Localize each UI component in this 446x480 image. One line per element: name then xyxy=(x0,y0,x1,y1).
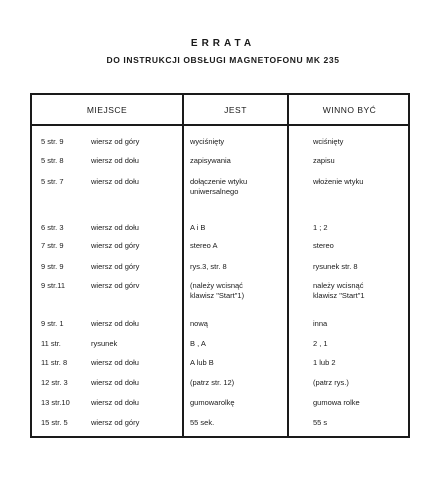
cell-page: 9 str.11 xyxy=(41,281,66,290)
cell-winno: gumowa rolke xyxy=(313,398,360,407)
cell-page: 12 str. 3 xyxy=(41,378,68,387)
cell-page: 9 str. 1 xyxy=(41,319,64,328)
cell-line: wiersz od góry xyxy=(91,241,140,250)
cell-jest: 55 sek. xyxy=(190,418,215,427)
cell-winno: stereo xyxy=(313,241,334,250)
cell-line: wiersz od dołu xyxy=(91,378,139,387)
cell-line: wiersz od górv xyxy=(91,281,140,290)
cell-winno: włożenie wtyku xyxy=(313,177,364,186)
document-subtitle: DO INSTRUKCJI OBSŁUGI MAGNETOFONU MK 235 xyxy=(106,55,340,65)
cell-jest: nową xyxy=(190,319,208,328)
cell-line: wiersz od góry xyxy=(91,262,140,271)
cell-jest: dołączenie wtyku uniwersalnego xyxy=(190,177,248,196)
cell-line: wiersz od dołu xyxy=(91,177,139,186)
cell-jest: rys.3, str. 8 xyxy=(190,262,227,271)
column-divider xyxy=(287,95,289,436)
cell-winno: 1 ; 2 xyxy=(313,223,328,232)
cell-winno: wciśnięty xyxy=(313,137,344,146)
cell-winno: (patrz rys.) xyxy=(313,378,349,387)
cell-jest: wyciśnięty xyxy=(190,137,225,146)
cell-page: 5 str. 7 xyxy=(41,177,64,186)
cell-line: wiersz od dołu xyxy=(91,319,139,328)
errata-table xyxy=(30,93,410,438)
header-winno: WINNO BYĆ xyxy=(322,105,377,115)
cell-page: 6 str. 3 xyxy=(41,223,64,232)
cell-page: 13 str.10 xyxy=(41,398,70,407)
cell-winno: inna xyxy=(313,319,328,328)
cell-page: 5 str. 8 xyxy=(41,156,64,165)
cell-winno: należy wcisnąć klawisz "Start"1 xyxy=(313,281,365,300)
cell-winno: rysunek str. 8 xyxy=(313,262,358,271)
cell-page: 11 str. 8 xyxy=(41,358,68,367)
cell-jest: (należy wcisnąć klawisz "Start"1) xyxy=(190,281,245,300)
cell-jest: A i B xyxy=(190,223,206,232)
cell-winno: 1 lub 2 xyxy=(313,358,336,367)
cell-page: 15 str. 5 xyxy=(41,418,68,427)
cell-line: wiersz od góry xyxy=(91,137,140,146)
cell-line: wiersz od dołu xyxy=(91,358,139,367)
cell-line: wiersz od dołu xyxy=(91,156,139,165)
cell-winno: zapisu xyxy=(313,156,335,165)
column-divider xyxy=(182,95,184,436)
cell-winno: 2 , 1 xyxy=(313,339,328,348)
cell-jest: stereo A xyxy=(190,241,218,250)
cell-jest: B , A xyxy=(190,339,206,348)
cell-page: 11 str. xyxy=(41,339,61,348)
cell-page: 9 str. 9 xyxy=(41,262,64,271)
cell-winno: 55 s xyxy=(313,418,328,427)
cell-jest: zapisywania xyxy=(190,156,231,165)
cell-page: 7 str. 9 xyxy=(41,241,64,250)
cell-page: 5 str. 9 xyxy=(41,137,64,146)
cell-line: wiersz od dołu xyxy=(91,223,139,232)
cell-line: wiersz od dołu xyxy=(91,398,139,407)
cell-line: rysunek xyxy=(91,339,118,348)
document-title: ERRATA xyxy=(190,38,256,49)
cell-jest: (patrz str. 12) xyxy=(190,378,235,387)
header-divider xyxy=(32,124,408,126)
header-jest: JEST xyxy=(224,105,247,115)
cell-line: wiersz od góry xyxy=(91,418,140,427)
cell-jest: A lub B xyxy=(190,358,214,367)
header-miejsce: MIEJSCE xyxy=(86,105,128,115)
cell-jest: gumowarolkę xyxy=(190,398,235,407)
